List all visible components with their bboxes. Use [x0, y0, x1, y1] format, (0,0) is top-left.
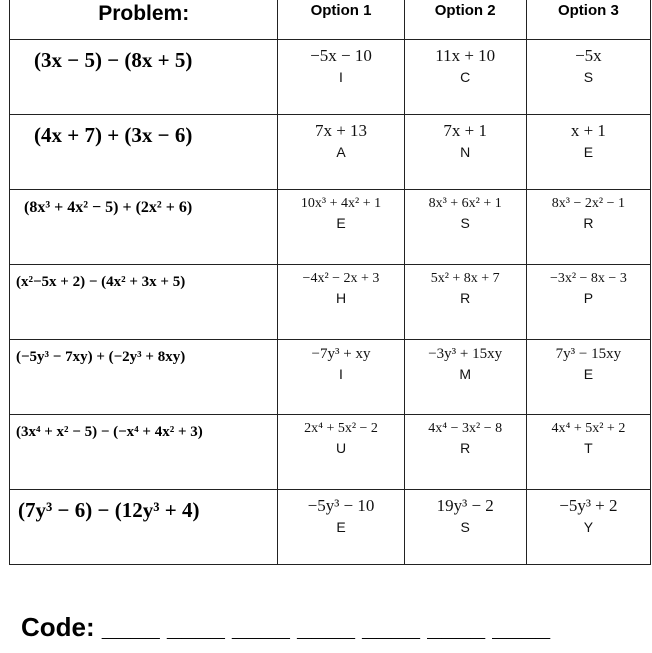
table-row	[10, 40, 651, 115]
option-cell	[404, 340, 526, 415]
problem-expression: (4x + 7) + (3x − 6)	[34, 123, 193, 147]
problem-expression: (3x⁴ + x² − 5) − (−x⁴ + 4x² + 3)	[16, 424, 203, 440]
option-expression: 2x⁴ + 5x² − 2	[304, 421, 378, 436]
option-letter: R	[583, 215, 594, 231]
problem-expression: (8x³ + 4x² − 5) + (2x² + 6)	[24, 199, 193, 216]
option-expression: −7y³ + xy	[311, 346, 371, 362]
table-row	[10, 190, 651, 265]
option-letter: I	[339, 366, 343, 382]
table-row	[10, 115, 651, 190]
option-letter: E	[583, 144, 594, 160]
option-cell	[404, 115, 526, 190]
option-expression: −3x² − 8x − 3	[549, 271, 627, 286]
option-expression: 4x⁴ − 3x² − 8	[428, 421, 503, 436]
option-cell	[404, 190, 526, 265]
option-expression: 8x³ + 6x² + 1	[428, 196, 502, 211]
option-cell	[404, 40, 526, 115]
option-expression: −5x − 10	[310, 46, 372, 65]
option-letter: T	[584, 440, 593, 456]
option-letter: E	[336, 519, 346, 535]
header-row	[10, 0, 651, 40]
option-cell	[404, 490, 526, 565]
option-letter: S	[460, 215, 470, 231]
table-row	[10, 265, 651, 340]
header-option-1: Option 1	[278, 0, 404, 40]
option-expression: 4x⁴ + 5x² + 2	[551, 421, 626, 436]
option-letter: S	[583, 69, 594, 85]
problem-cell	[10, 340, 278, 415]
option-expression: −4x² − 2x + 3	[302, 271, 380, 286]
option-cell	[404, 265, 526, 340]
option-letter: S	[460, 519, 470, 535]
option-expression: 10x³ + 4x² + 1	[300, 196, 382, 211]
option-cell	[526, 415, 650, 490]
option-cell	[278, 490, 404, 565]
option-expression: −5x	[575, 46, 602, 65]
option-cell	[278, 115, 404, 190]
problem-cell	[10, 190, 278, 265]
option-cell	[278, 190, 404, 265]
table-row	[10, 490, 651, 565]
problem-expression: (−5y³ − 7xy) + (−2y³ + 8xy)	[16, 349, 186, 365]
problem-cell	[10, 415, 278, 490]
option-cell	[526, 190, 650, 265]
option-expression: −5y³ − 10	[307, 496, 375, 515]
option-expression: 7x + 1	[443, 121, 487, 140]
problem-expression: (3x − 5) − (8x + 5)	[34, 48, 193, 72]
option-cell	[278, 340, 404, 415]
option-expression: 19y³ − 2	[436, 496, 494, 515]
option-letter: M	[459, 366, 472, 382]
problem-cell	[10, 40, 278, 115]
option-letter: R	[460, 440, 471, 456]
problem-expression: (7y³ − 6) − (12y³ + 4)	[18, 498, 200, 522]
option-expression: x + 1	[570, 121, 606, 140]
problem-cell	[10, 490, 278, 565]
option-cell	[526, 265, 650, 340]
option-expression: 11x + 10	[435, 46, 496, 65]
header-option-3: Option 3	[526, 0, 650, 40]
option-expression: 7x + 13	[314, 121, 368, 140]
header-option-2: Option 2	[404, 0, 526, 40]
option-letter: U	[335, 440, 347, 456]
option-cell	[526, 115, 650, 190]
problem-expression: (x²−5x + 2) − (4x² + 3x + 5)	[16, 274, 186, 290]
problem-table	[9, 0, 651, 565]
option-cell	[278, 40, 404, 115]
option-expression: −5y³ + 2	[559, 496, 618, 515]
option-cell	[526, 40, 650, 115]
option-expression: 5x² + 8x + 7	[430, 271, 500, 286]
option-letter: E	[583, 366, 594, 382]
option-cell	[526, 340, 650, 415]
problem-cell	[10, 115, 278, 190]
option-expression: 7y³ − 15xy	[555, 346, 622, 362]
option-cell	[404, 415, 526, 490]
option-letter: R	[460, 290, 471, 306]
option-letter: E	[336, 215, 346, 231]
option-letter: C	[460, 69, 471, 85]
option-letter: H	[335, 290, 347, 306]
option-cell	[526, 490, 650, 565]
option-cell	[278, 415, 404, 490]
option-expression: −3y³ + 15xy	[428, 346, 503, 362]
option-expression: 8x³ − 2x² − 1	[551, 196, 625, 211]
option-letter: P	[583, 290, 594, 306]
table-row	[10, 340, 651, 415]
code-answer-line: Code: ____ ____ ____ ____ ____ ____ ____	[21, 612, 551, 642]
problem-cell	[10, 265, 278, 340]
option-letter: I	[339, 69, 343, 85]
option-letter: N	[460, 144, 471, 160]
option-cell	[278, 265, 404, 340]
header-problem: Problem:	[10, 0, 278, 40]
table-row	[10, 415, 651, 490]
option-letter: A	[336, 144, 346, 160]
option-letter: Y	[583, 519, 594, 535]
